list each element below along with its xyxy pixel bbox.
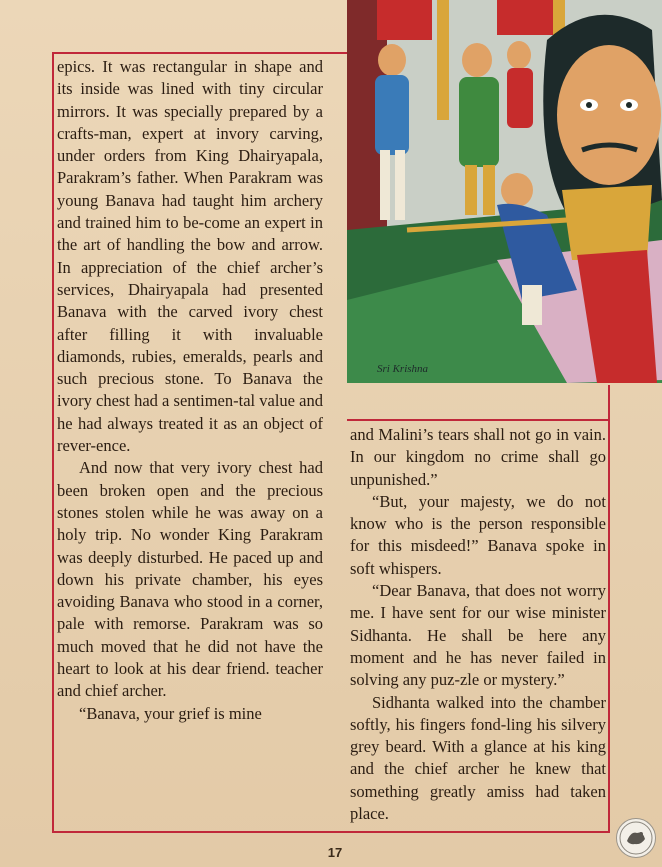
paragraph: And now that very ivory chest had been broken open and the precious stones stolen while he was away on a holy trip. No wonder King Parakram was deeply disturbed. He paced up and down his private chamber, his eyes avoiding Banava who stood in a corner, pale with remorse. Parakram was so much moved that he did not have the heart to look at his dear friend. teacher and chief archer.: [57, 458, 323, 701]
artist-signature: Sri Krishna: [377, 363, 429, 375]
frame-line-top: [52, 52, 347, 54]
paragraph: “But, your majesty, we do not know who is the person responsible for this misdeed!” Banava spoke in soft whispers.: [350, 491, 606, 578]
paragraph: “Banava, your grief is mine: [79, 703, 262, 723]
frame-line-right: [608, 385, 610, 833]
paragraph: “Dear Banava, that does not worry me. I have sent for our wise minister Sidhanta. He shall be here any moment and he has never failed in solving any puz-zle or mystery.”: [350, 581, 606, 690]
frame-line-bottom: [52, 831, 610, 833]
frame-line-middle: [347, 419, 610, 421]
circular-stamp-logo-icon: [616, 818, 656, 858]
story-illustration: [347, 0, 662, 383]
paragraph: Sidhanta walked into the chamber softly, his fingers fond-ling his silvery grey beard. With a glance at his king and the chief archer he knew that something greatly amiss had taken place.: [350, 692, 606, 824]
illustration-art: [347, 0, 662, 383]
right-text-column: [350, 424, 606, 825]
paragraph: and Malini’s tears shall not go in vain. In our kingdom no crime shall go unpunished.”: [350, 425, 606, 489]
frame-line-left: [52, 52, 54, 832]
page-number: 17: [327, 845, 343, 860]
left-text-column: [57, 56, 323, 725]
paragraph: epics. It was rectangular in shape and its inside was lined with tiny circular mirrors. It was specially prepared by a crafts-man, expert at invory carving, under orders from King Dhairyapala, Parakram’s father. When Parakram was young Banava had taught him archery and trained him to be-come an expert in the art of handling the bow and arrow. In appreciation of the chief archer’s services, Dhairyapala had presented Banava with the carved ivory chest after filling it with invaluable diamonds, rubies, emeralds, pearls and such precious stone. To Banava the ivory chest had a sentimen-tal value and he had always treated it as an object of rever-ence.: [57, 57, 323, 456]
